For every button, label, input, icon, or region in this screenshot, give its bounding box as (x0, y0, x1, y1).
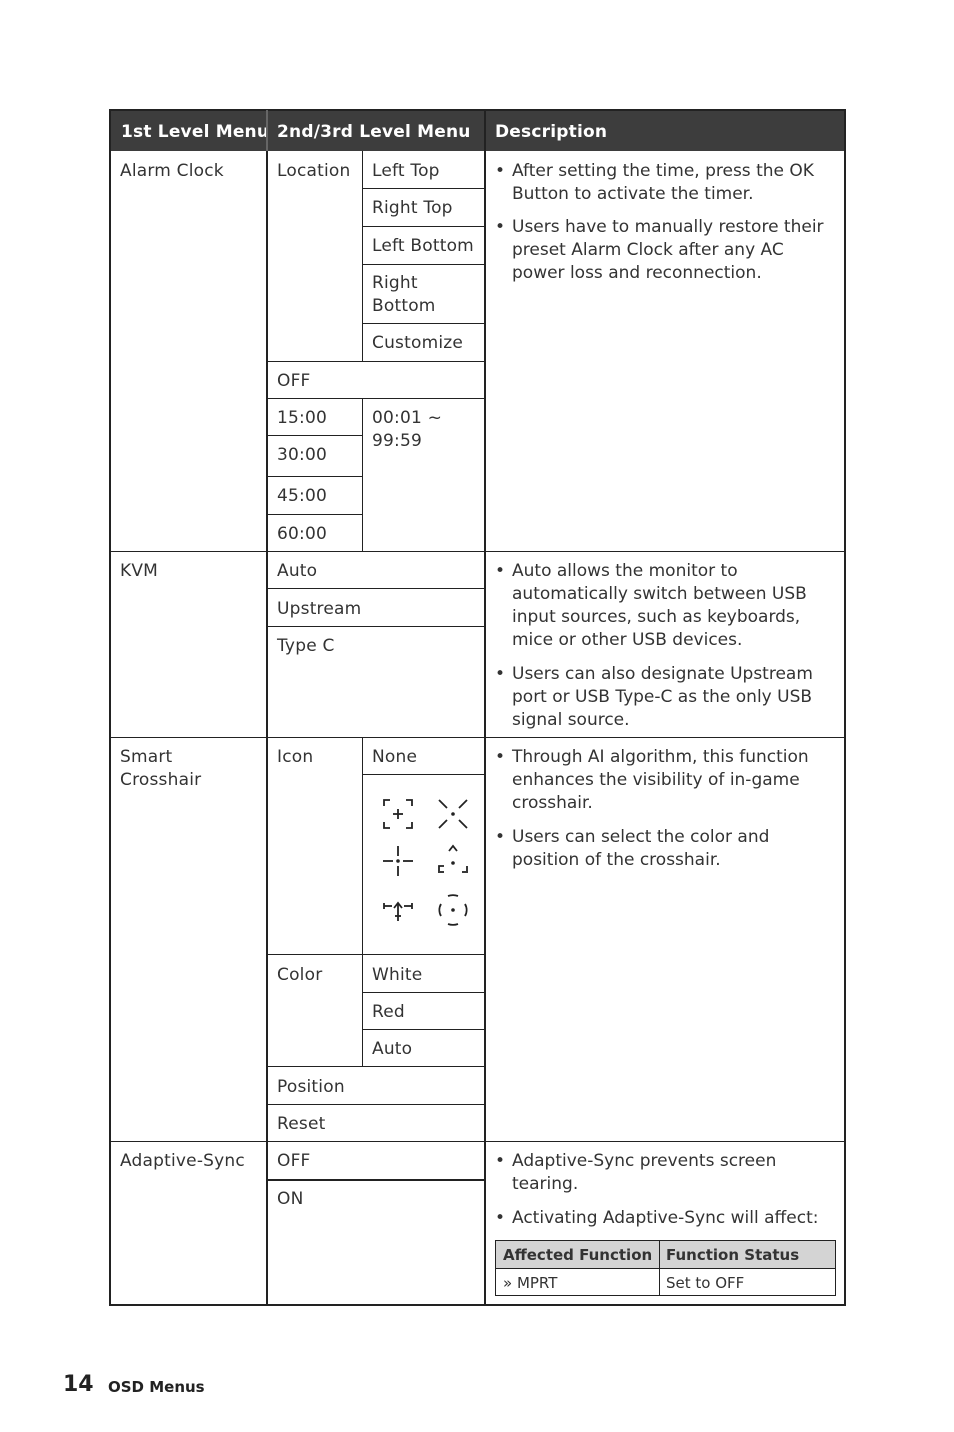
kvm-auto: Auto (277, 561, 318, 581)
color-auto: Auto (372, 1039, 413, 1059)
section-divider-crosshair (110, 737, 846, 738)
crosshair-position: Position (277, 1077, 345, 1097)
adaptive-on: ON (277, 1189, 304, 1209)
header-divider (266, 110, 268, 151)
bullet-text: Through AI algorithm, this function enhances the visibility of in-game crosshair. (512, 747, 809, 813)
crosshair-none: None (372, 747, 418, 767)
row-line (266, 1104, 484, 1105)
menu-smart-crosshair: Smart Crosshair (120, 747, 202, 790)
menu-adaptive-sync: Adaptive-Sync (120, 1151, 245, 1171)
section-divider-kvm (110, 551, 846, 552)
affected-function-header: Affected Function (503, 1246, 653, 1264)
timer-range: 00:01 ~ 99:59 (372, 408, 443, 451)
adaptive-off: OFF (277, 1151, 311, 1171)
function-status-off: Set to OFF (666, 1274, 745, 1292)
alarm-location-label: Location (277, 161, 351, 181)
timer-45: 45:00 (277, 486, 327, 506)
section-divider-adaptive (110, 1141, 846, 1142)
crosshair-circle-icon (436, 893, 470, 927)
row-line (266, 1179, 484, 1181)
menu-alarm-clock: Alarm Clock (120, 161, 224, 181)
row-line (266, 435, 362, 436)
row-line (266, 1066, 484, 1067)
location-right-top: Right Top (372, 198, 453, 218)
color-red: Red (372, 1002, 405, 1022)
kvm-type-c: Type C (277, 636, 335, 656)
crosshair-reset: Reset (277, 1114, 326, 1134)
kvm-upstream: Upstream (277, 599, 362, 619)
row-line (362, 992, 484, 993)
crosshair-color-label: Color (277, 965, 323, 985)
function-status-header: Function Status (666, 1246, 800, 1264)
col-divider-2 (484, 110, 486, 1306)
row-line (362, 226, 484, 227)
col-divider-1 (266, 110, 268, 1306)
bullet-text: Users can also designate Upstream port or USB Type-C as the only USB signal source. (512, 664, 813, 730)
row-line (266, 514, 362, 515)
alarm-sub-divider (362, 151, 363, 362)
row-line (362, 264, 484, 265)
bullet-text: Auto allows the monitor to automatically switch between USB input sources, such as keyboards, mice or other USB devices. (512, 561, 807, 650)
header-description: Description (495, 122, 608, 142)
timer-15: 15:00 (277, 408, 327, 428)
row-line (362, 1029, 484, 1030)
row-line (495, 1268, 836, 1269)
bullet-text: Users have to manually restore their preset Alarm Clock after any AC power loss and reconnection. (512, 217, 824, 283)
header-2nd-3rd-level: 2nd/3rd Level Menu (277, 122, 471, 142)
location-customize: Customize (372, 333, 464, 353)
header-1st-level: 1st Level Menu (121, 122, 270, 142)
timer-30: 30:00 (277, 445, 327, 465)
crosshair-x-icon (436, 797, 470, 831)
row-line (266, 476, 362, 477)
bullet-text: Activating Adaptive-Sync will affect: (512, 1208, 819, 1228)
menu-kvm: KVM (120, 561, 159, 581)
row-line (362, 188, 484, 189)
crosshair-cross-icon (381, 844, 415, 878)
page-number: 14 (63, 1372, 94, 1397)
crosshair-sub-divider (362, 737, 363, 1066)
row-line (266, 588, 484, 589)
crosshair-bracket-icon (381, 797, 415, 831)
crosshair-icon-label: Icon (277, 747, 314, 767)
bullet-text: Adaptive-Sync prevents screen tearing. (512, 1151, 777, 1194)
row-line (266, 954, 484, 955)
color-white: White (372, 965, 423, 985)
crosshair-arrow-icon (381, 896, 415, 926)
location-right-bottom: Right Bottom (372, 273, 436, 316)
timer-60: 60:00 (277, 524, 327, 544)
section-title: OSD Menus (108, 1378, 205, 1396)
alarm-off: OFF (277, 371, 311, 391)
location-left-top: Left Top (372, 161, 440, 181)
affected-function-mprt: » MPRT (503, 1274, 558, 1292)
bullet-text: Users can select the color and position of the crosshair. (512, 827, 770, 870)
location-left-bottom: Left Bottom (372, 236, 474, 256)
row-line (362, 323, 484, 324)
timer-divider (362, 398, 363, 551)
col-line (659, 1240, 660, 1296)
row-line (266, 626, 484, 627)
crosshair-triangle-icon (436, 844, 470, 878)
row-line (266, 398, 484, 399)
row-line (362, 774, 484, 775)
bullet-text: After setting the time, press the OK Button to activate the timer. (512, 161, 814, 204)
row-line (266, 361, 484, 362)
